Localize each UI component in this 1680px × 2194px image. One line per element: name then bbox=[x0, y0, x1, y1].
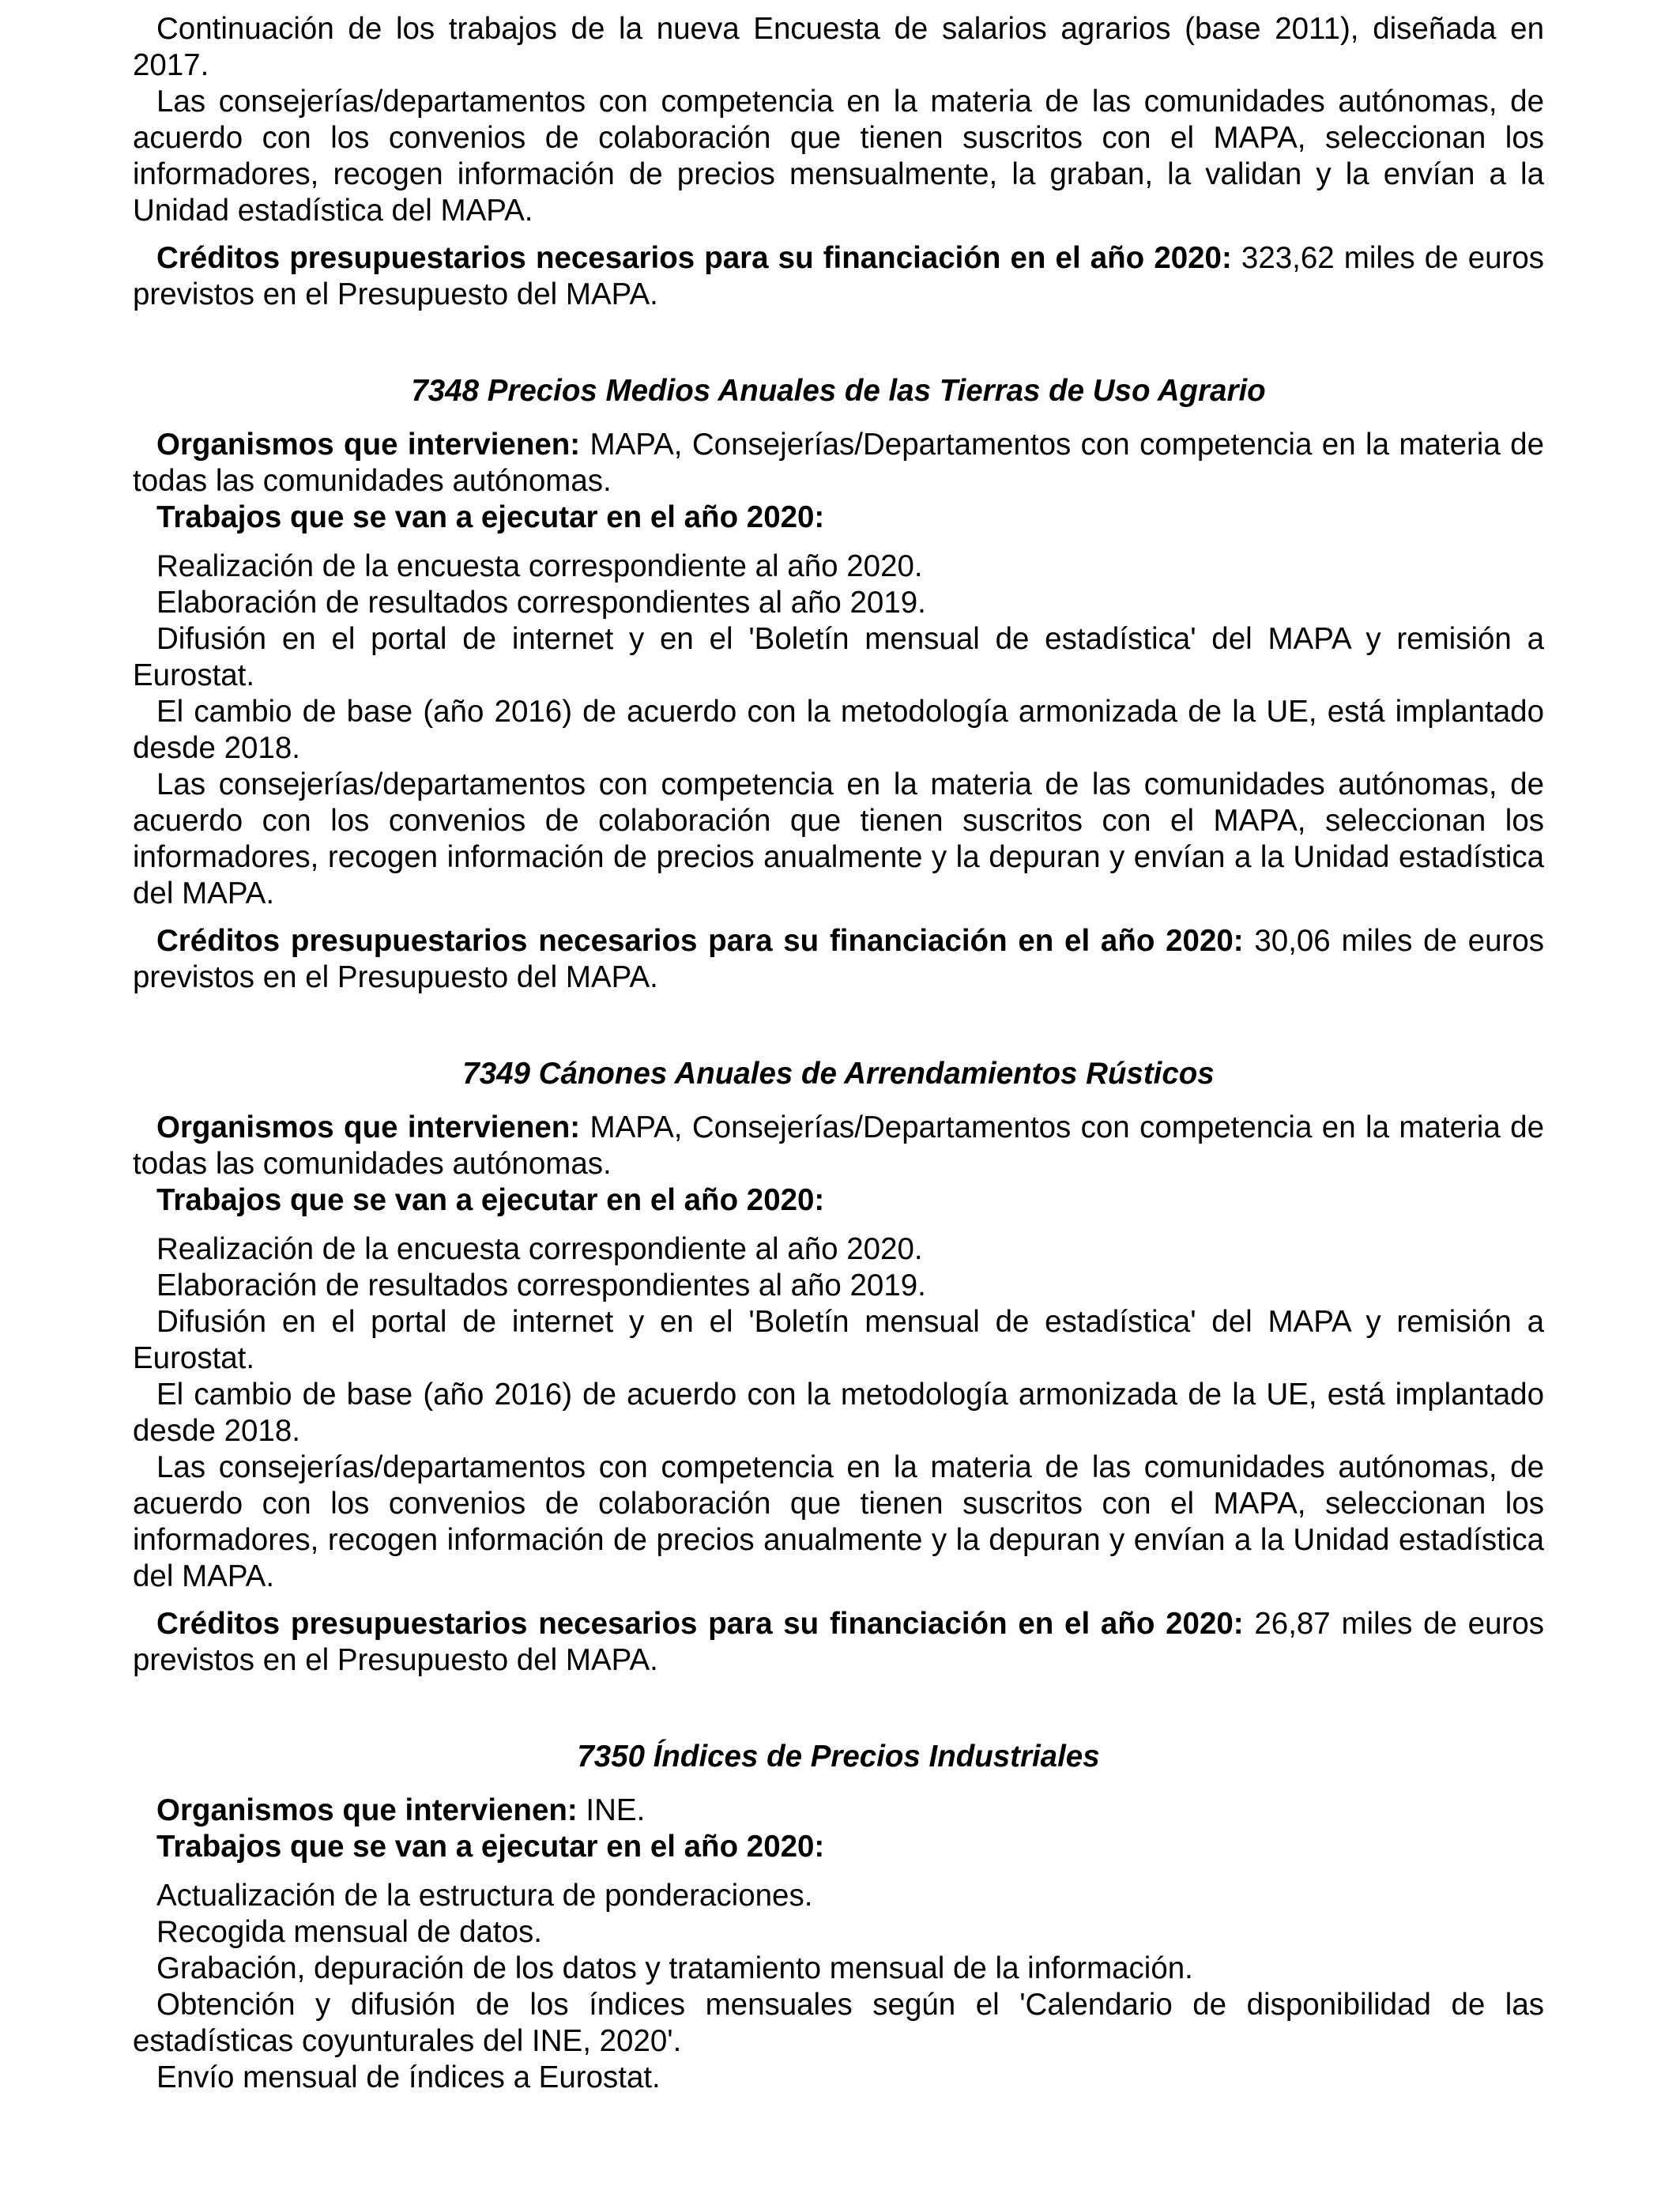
organisms-label: Organismos que intervienen: bbox=[156, 428, 581, 462]
credits-text: 323,62 miles de euros previstos en el Presupuesto del MAPA. bbox=[133, 241, 1544, 311]
paragraph: Continuación de los trabajos de la nueva Encuesta de salarios agrarios (base 2011), diseñada en 2017. bbox=[133, 12, 1544, 82]
credits-label: Créditos presupuestarios necesarios para su financiación en el año 2020: bbox=[156, 241, 1232, 275]
credits-text: 26,87 miles de euros previstos en el Presupuesto del MAPA. bbox=[133, 1607, 1544, 1677]
organisms-label: Organismos que intervienen: bbox=[156, 1110, 581, 1144]
works-label: Trabajos que se van a ejecutar en el año 2020: bbox=[156, 500, 825, 534]
organisms-text: INE. bbox=[577, 1793, 646, 1827]
work-item: Realización de la encuesta correspondiente al año 2020. bbox=[156, 1232, 923, 1266]
work-item: Recogida mensual de datos. bbox=[156, 1915, 542, 1949]
work-item: Difusión en el portal de internet y en el 'Boletín mensual de estadística' del MAPA y remisión a Eurostat. bbox=[133, 622, 1544, 692]
section-title: 7349 Cánones Anuales de Arrendamientos Rústicos bbox=[462, 1057, 1215, 1091]
work-item: Difusión en el portal de internet y en el 'Boletín mensual de estadística' del MAPA y remisión a Eurostat. bbox=[133, 1305, 1544, 1375]
credits-label: Créditos presupuestarios necesarios para su financiación en el año 2020: bbox=[156, 924, 1244, 958]
credits-paragraph bbox=[133, 1606, 1544, 1679]
organisms-text: MAPA, Consejerías/Departamentos con competencia en la materia de todas las comunidades autónomas. bbox=[133, 428, 1545, 498]
organisms-paragraph bbox=[133, 427, 1544, 499]
work-item: Las consejerías/departamentos con competencia en la materia de las comunidades autónomas, de acuerdo con los convenios de colaboración que tienen suscritos con el MAPA, seleccionan los informadores, recogen información de precios anualmente y la depuran y envían a la Unidad estadística del MAPA. bbox=[133, 767, 1544, 910]
section-title: 7348 Precios Medios Anuales de las Tierras de Uso Agrario bbox=[411, 374, 1266, 408]
credits-text: 30,06 miles de euros previstos en el Presupuesto del MAPA. bbox=[133, 924, 1544, 994]
work-item: Obtención y difusión de los índices mensuales según el 'Calendario de disponibilidad de las estadísticas coyunturales del INE, 2020'. bbox=[133, 1988, 1544, 2058]
work-item: Elaboración de resultados correspondientes al año 2019. bbox=[156, 1269, 926, 1302]
work-item: Las consejerías/departamentos con competencia en la materia de las comunidades autónomas, de acuerdo con los convenios de colaboración que tienen suscritos con el MAPA, seleccionan los informadores, recogen información de precios anualmente y la depuran y envían a la Unidad estadística del MAPA. bbox=[133, 1450, 1544, 1593]
organisms-text: MAPA, Consejerías/Departamentos con competencia en la materia de todas las comunidades autónomas. bbox=[133, 1110, 1545, 1181]
credits-paragraph bbox=[133, 240, 1544, 313]
work-item: Actualización de la estructura de ponderaciones. bbox=[156, 1879, 813, 1913]
works-label: Trabajos que se van a ejecutar en el año 2020: bbox=[156, 1183, 825, 1217]
section-title: 7350 Índices de Precios Industriales bbox=[577, 1740, 1100, 1774]
credits-label: Créditos presupuestarios necesarios para su financiación en el año 2020: bbox=[156, 1607, 1244, 1641]
organisms-label: Organismos que intervienen: bbox=[156, 1793, 578, 1827]
work-item: Envío mensual de índices a Eurostat. bbox=[156, 2060, 661, 2094]
work-item: Elaboración de resultados correspondientes al año 2019. bbox=[156, 586, 926, 620]
document-page bbox=[133, 11, 1544, 2096]
credits-paragraph bbox=[133, 923, 1544, 996]
paragraph: Las consejerías/departamentos con competencia en la materia de las comunidades autónomas, de acuerdo con los convenios de colaboración que tienen suscritos con el MAPA, seleccionan los informadores, recogen información de precios mensualmente, la graban, la validan y la envían a la Unidad estadística del MAPA. bbox=[133, 85, 1544, 228]
work-item: Realización de la encuesta correspondiente al año 2020. bbox=[156, 549, 923, 583]
work-item: El cambio de base (año 2016) de acuerdo con la metodología armonizada de la UE, está implantado desde 2018. bbox=[133, 695, 1544, 765]
work-item: Grabación, depuración de los datos y tratamiento mensual de la información. bbox=[156, 1951, 1193, 1985]
organisms-paragraph bbox=[133, 1110, 1544, 1182]
work-item: El cambio de base (año 2016) de acuerdo con la metodología armonizada de la UE, está implantado desde 2018. bbox=[133, 1378, 1544, 1448]
works-label: Trabajos que se van a ejecutar en el año 2020: bbox=[156, 1830, 825, 1864]
organisms-paragraph bbox=[133, 1793, 1544, 1829]
